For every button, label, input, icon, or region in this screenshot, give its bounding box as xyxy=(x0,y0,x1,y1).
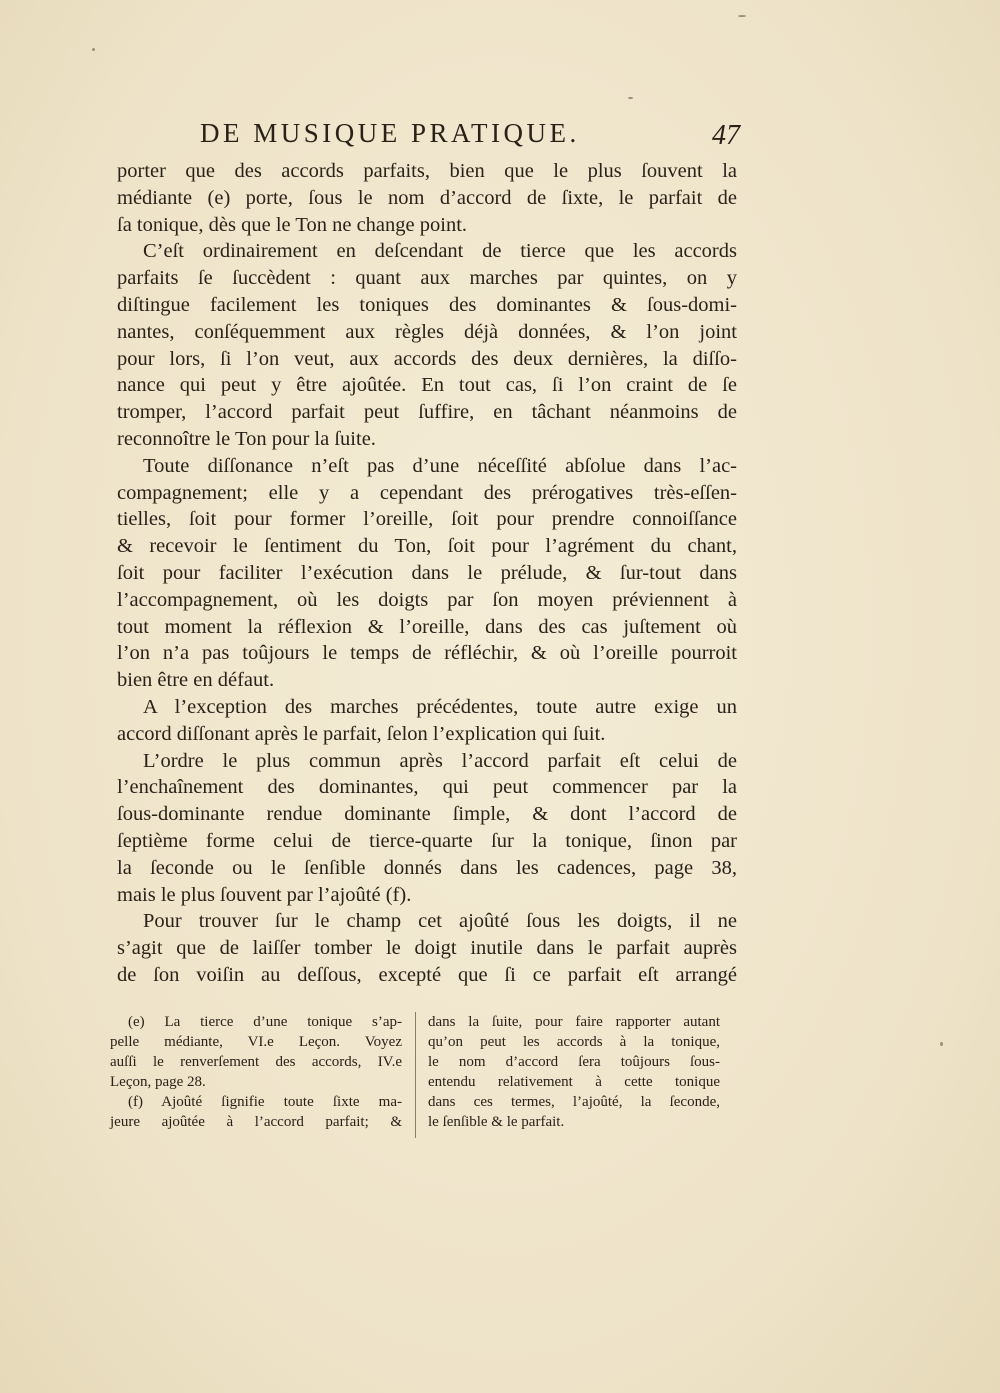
text-line: reconnoître le Ton pour la ſuite. xyxy=(117,427,376,450)
footnote-line: le ſenſible & le parfait. xyxy=(428,1114,565,1130)
text-line: tromper, l’accord parfait peut ſuffire, en tâchant néanmoins de xyxy=(117,401,737,424)
paper-speck xyxy=(92,48,95,51)
text-line: l’accompagnement, où les doigts par ſon moyen préviennent à xyxy=(117,588,737,611)
page-header xyxy=(200,118,740,158)
text-line: l’on n’a pas toûjours le temps de réfléchir, & où l’oreille pourroit xyxy=(117,642,737,665)
footnote-line: pelle médiante, VI.e Leçon. Voyez xyxy=(110,1034,402,1050)
text-line: accord diſſonant après le parfait, ſelon l’explication qui ſuit. xyxy=(117,722,606,745)
text-line: tielles, ſoit pour former l’oreille, ſoit pour prendre connoiſſance xyxy=(117,508,737,531)
footnote-line: auſſi le renverſement des accords, IV.e xyxy=(110,1054,402,1070)
text-line: ſeptième forme celui de tierce-quarte ſur la tonique, ſinon par xyxy=(117,829,737,852)
footnote-line: dans la ſuite, pour faire rapporter autant xyxy=(428,1014,720,1030)
paper-speck xyxy=(738,15,746,17)
footnote-column-left xyxy=(110,1012,402,1132)
text-line: mais le plus ſouvent par l’ajoûté (f). xyxy=(117,883,412,906)
footnote-line: le nom d’accord ſera toûjours ſous- xyxy=(428,1054,720,1070)
text-line: l’enchaînement des dominantes, qui peut commencer par la xyxy=(117,776,737,799)
text-line: médiante (e) porte, ſous le nom d’accord de ſixte, le parfait de xyxy=(117,186,737,209)
text-line: tout moment la réflexion & l’oreille, dans des cas juſtement où xyxy=(117,615,737,638)
paper-speck xyxy=(628,97,633,99)
text-line: ſous-dominante rendue dominante ſimple, & dont l’accord de xyxy=(117,803,737,826)
footnote-line: (f) Ajoûté ſignifie toute ſixte ma- xyxy=(128,1094,402,1110)
text-line: la ſeconde ou le ſenſible donnés dans les cadences, page 38, xyxy=(117,856,737,879)
text-line: A l’exception des marches précédentes, toute autre exige un xyxy=(143,695,737,718)
footnote-line: entendu relativement à cette tonique xyxy=(428,1074,720,1090)
body-text xyxy=(117,158,737,989)
footnote-line: jeure ajoûtée à l’accord parfait; & xyxy=(110,1114,402,1130)
text-line: bien être en défaut. xyxy=(117,669,275,692)
text-line: porter que des accords parfaits, bien que le plus ſouvent la xyxy=(117,160,737,182)
footnote-line: (e) La tierce d’une tonique s’ap- xyxy=(128,1014,402,1030)
text-line: s’agit que de laiſſer tomber le doigt inutile dans le parfait auprès xyxy=(117,937,737,960)
text-line: L’ordre le plus commun après l’accord parfait eſt celui de xyxy=(143,749,737,772)
text-line: C’eſt ordinairement en deſcendant de tierce que les accords xyxy=(143,240,737,263)
text-line: Toute diſſonance n’eſt pas d’une néceſſité abſolue dans l’ac- xyxy=(143,454,737,477)
footnote-line: dans ces termes, l’ajoûté, la ſeconde, xyxy=(428,1094,720,1110)
footnote-divider xyxy=(415,1012,416,1138)
text-line: nance qui peut y être ajoûtée. En tout cas, ſi l’on craint de ſe xyxy=(117,374,737,397)
running-title: DE MUSIQUE PRATIQUE. xyxy=(200,118,580,148)
footnote-column-right xyxy=(428,1012,720,1132)
footnote-line: Leçon, page 28. xyxy=(110,1074,206,1090)
text-line: de ſon voiſin au deſſous, excepté que ſi ce parfait eſt arrangé xyxy=(117,963,737,986)
footnotes xyxy=(110,1012,740,1137)
text-line: parfaits ſe ſuccèdent : quant aux marches par quintes, on y xyxy=(117,267,737,290)
text-line: nantes, conſéquemment aux règles déjà données, & l’on joint xyxy=(117,320,737,343)
page-number: 47 xyxy=(712,120,740,151)
text-line: ſoit pour faciliter l’exécution dans le prélude, & ſur-tout dans xyxy=(117,561,737,584)
text-line: pour lors, ſi l’on veut, aux accords des deux dernières, la diſſo- xyxy=(117,347,737,370)
text-line: & recevoir le ſentiment du Ton, ſoit pour l’agrément du chant, xyxy=(117,535,737,558)
text-line: compagnement; elle y a cependant des prérogatives très-eſſen- xyxy=(117,481,737,504)
text-line: diſtingue facilement les toniques des dominantes & ſous-domi- xyxy=(117,293,737,316)
text-line: ſa tonique, dès que le Ton ne change point. xyxy=(117,213,468,236)
paper-speck xyxy=(940,1042,943,1046)
footnote-line: qu’on peut les accords à la tonique, xyxy=(428,1034,720,1050)
text-line: Pour trouver ſur le champ cet ajoûté ſous les doigts, il ne xyxy=(143,910,737,933)
